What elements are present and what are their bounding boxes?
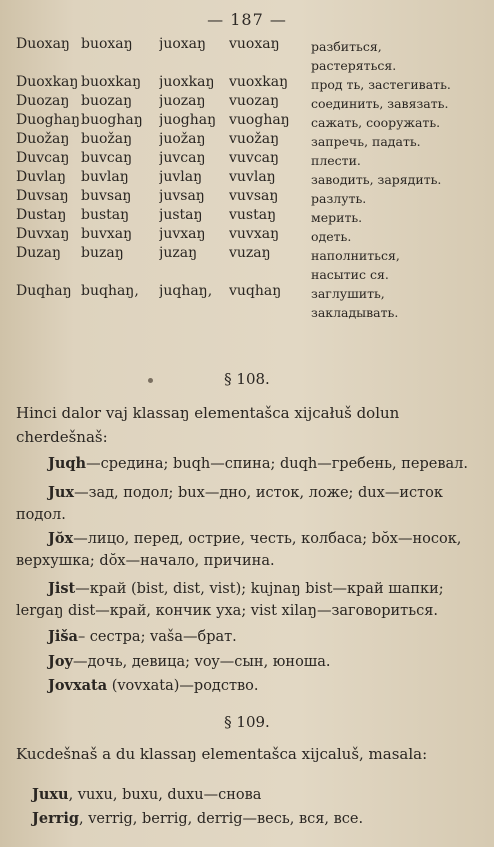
verb-table-cell-c2: buzaŋ	[81, 245, 124, 261]
verb-table-row	[16, 264, 486, 283]
verb-table-cell-c4: vuvlaŋ	[229, 169, 276, 185]
headword: Jŏx	[48, 530, 74, 547]
verb-table-cell-c1: Duzaŋ	[16, 245, 61, 261]
verb-table-cell-c5: одеть.	[311, 229, 352, 244]
section-108-entry-line	[16, 528, 494, 550]
verb-table-cell-c2: buvsaŋ	[81, 188, 132, 204]
verb-table-cell-c5: разлуть.	[311, 191, 367, 206]
verb-table-cell-c5: мерить.	[311, 210, 363, 225]
definition-text: —дочь, девица; voy—сын, юноша.	[72, 654, 331, 670]
verb-table-cell-c4: vuvcaŋ	[229, 150, 280, 166]
verb-table-cell-c4: vuvsaŋ	[229, 188, 279, 204]
definition-text: подол.	[16, 507, 66, 523]
verb-table-cell-c3: juvlaŋ	[159, 169, 203, 185]
verb-table-cell-c5: плести.	[311, 153, 361, 168]
verb-table-cell-c3: juoxkaŋ	[159, 74, 215, 90]
verb-table-cell-c4: vuozaŋ	[229, 93, 280, 109]
section-108-entry-line	[16, 626, 494, 648]
verb-table-cell-c1: Duožaŋ	[16, 131, 70, 147]
definition-text: верхушка; dŏx—начало, причина.	[16, 553, 275, 569]
verb-table-cell-c3: juzaŋ	[159, 245, 198, 261]
verb-table-row	[16, 169, 486, 188]
page-number: — 187 —	[207, 10, 287, 29]
section-108-intro-line-2: cherdešnaš:	[16, 428, 108, 446]
section-108-intro-line-1: Hinci dalor vaj klassaŋ elementašca xijcałuš dolun	[16, 404, 400, 422]
verb-table-row	[16, 112, 486, 131]
verb-table-cell-c3: juvcaŋ	[159, 150, 206, 166]
verb-table-row	[16, 74, 486, 93]
verb-table-cell-c3: juqhaŋ,	[159, 283, 213, 299]
verb-table-cell-c5: закладывать.	[311, 305, 399, 320]
verb-table-cell-c5: сажать, сооружать.	[311, 115, 441, 130]
verb-table-cell-c1: Duvsaŋ	[16, 188, 69, 204]
verb-table-cell-c5: прод ть, застегивать.	[311, 77, 451, 92]
headword: Jux	[48, 484, 75, 501]
verb-table-row	[16, 55, 486, 74]
verb-table-cell-c2: buvlaŋ	[81, 169, 129, 185]
section-108-entry-line	[16, 651, 494, 673]
verb-table-cell-c5: запречь, падать.	[311, 134, 421, 149]
verb-table-cell-c5: заглушить,	[311, 286, 385, 301]
verb-table-cell-c1: Duoghaŋ	[16, 112, 81, 128]
section-108-entry-line	[16, 551, 486, 572]
verb-table-row	[16, 302, 486, 321]
verb-table-cell-c4: vuoxaŋ	[229, 36, 280, 52]
headword: Jiša	[48, 628, 78, 645]
verb-table-cell-c2: buoxaŋ	[81, 36, 133, 52]
section-108-entry-line	[16, 578, 494, 600]
definition-text: lergaŋ dist—край, кончик уха; vist xilaŋ—заговориться.	[16, 603, 438, 619]
headword: Jovxata	[48, 677, 108, 694]
verb-table-cell-c4: vuqhaŋ	[229, 283, 282, 299]
verb-table-row	[16, 36, 486, 55]
verb-table-cell-c4: vuoghaŋ	[229, 112, 290, 128]
section-108-entry-line	[16, 601, 486, 622]
section-108-entry-line	[16, 675, 494, 697]
verb-table-cell-c5: растеряться.	[311, 58, 397, 73]
headword: Jerrig	[32, 810, 80, 827]
verb-table-cell-c1: Dustaŋ	[16, 207, 67, 223]
definition-text: (vovxata)—родство.	[107, 678, 259, 694]
verb-table-cell-c3: justaŋ	[159, 207, 203, 223]
verb-table-cell-c4: vuvxaŋ	[229, 226, 280, 242]
verb-table-row	[16, 283, 486, 302]
verb-table-cell-c3: juvsaŋ	[159, 188, 205, 204]
section-108-entry-line	[16, 453, 494, 475]
verb-table-row	[16, 150, 486, 169]
section-109-intro: Kucdešnaš a du klassaŋ elementašca xijcaluš, masala:	[16, 745, 428, 763]
verb-table-cell-c5: заводить, зарядить.	[311, 172, 442, 187]
verb-table-cell-c2: buožaŋ	[81, 131, 133, 147]
verb-table-cell-c2: buvxaŋ	[81, 226, 133, 242]
headword: Jist	[48, 580, 76, 597]
verb-table-cell-c1: Duvcaŋ	[16, 150, 70, 166]
verb-table-cell-c3: juoxaŋ	[159, 36, 207, 52]
verb-table-cell-c1: Duoxaŋ	[16, 36, 70, 52]
verb-table-row	[16, 207, 486, 226]
verb-table-cell-c1: Duvxaŋ	[16, 226, 70, 242]
verb-table-row	[16, 93, 486, 112]
verb-table-cell-c3: juožaŋ	[159, 131, 206, 147]
verb-table-cell-c2: buvcaŋ	[81, 150, 133, 166]
verb-table-cell-c4: vuoxkaŋ	[229, 74, 289, 90]
definition-text: —зад, подол; bux—дно, исток, ложе; dux—исток	[74, 485, 443, 501]
verb-table-row	[16, 131, 486, 150]
verb-table-cell-c4: vuožaŋ	[229, 131, 280, 147]
definition-text: —край (bist, dist, vist); kujnaŋ bist—край шапки;	[75, 581, 444, 597]
headword: Joy	[48, 653, 73, 670]
verb-table-cell-c5: разбиться,	[311, 39, 382, 54]
verb-table-cell-c4: vuzaŋ	[229, 245, 271, 261]
verb-table-cell-c3: juoghaŋ	[159, 112, 217, 128]
verb-table-cell-c1: Duvlaŋ	[16, 169, 66, 185]
verb-table-cell-c1: Duoxkaŋ	[16, 74, 79, 90]
verb-table-cell-c1: Duozaŋ	[16, 93, 70, 109]
section-109-entry-line	[16, 808, 494, 830]
verb-table-row	[16, 226, 486, 245]
verb-table-cell-c2: buqhaŋ,	[81, 283, 139, 299]
verb-table-cell-c3: juvxaŋ	[159, 226, 206, 242]
section-108-entry-line	[16, 482, 494, 504]
section-109-heading: § 109.	[224, 713, 270, 731]
definition-text: – сестра; vaša—брат.	[77, 629, 237, 645]
verb-table-cell-c1: Duqhaŋ	[16, 283, 72, 299]
verb-table-cell-c5: соединить, завязать.	[311, 96, 449, 111]
verb-table-cell-c2: buozaŋ	[81, 93, 133, 109]
verb-table-cell-c2: buoxkaŋ	[81, 74, 142, 90]
definition-text: —средина; buqh—спина; duqh—гребень, перевал.	[86, 456, 468, 472]
verb-table-cell-c3: juozaŋ	[159, 93, 206, 109]
verb-table	[16, 36, 486, 321]
verb-table-cell-c5: наполниться,	[311, 248, 400, 263]
verb-table-cell-c2: bustaŋ	[81, 207, 130, 223]
headword: Juqh	[48, 455, 87, 472]
verb-table-row	[16, 245, 486, 264]
section-108-heading: § 108.	[224, 370, 270, 388]
definition-text: —лицо, перед, острие, честь, колбаса; bŏx—носок,	[73, 531, 462, 547]
verb-table-cell-c5: насытис ся.	[311, 267, 389, 282]
definition-text: , vuxu, buxu, duxu—снова	[68, 787, 262, 803]
headword: Juxu	[32, 786, 69, 803]
verb-table-cell-c2: buoghaŋ	[81, 112, 143, 128]
section-108-entry-line	[16, 505, 486, 526]
definition-text: , verrig, berrig, derrig—весь, вся, все.	[79, 811, 364, 827]
section-109-entry-line	[16, 784, 494, 806]
verb-table-cell-c4: vustaŋ	[229, 207, 277, 223]
verb-table-row	[16, 188, 486, 207]
